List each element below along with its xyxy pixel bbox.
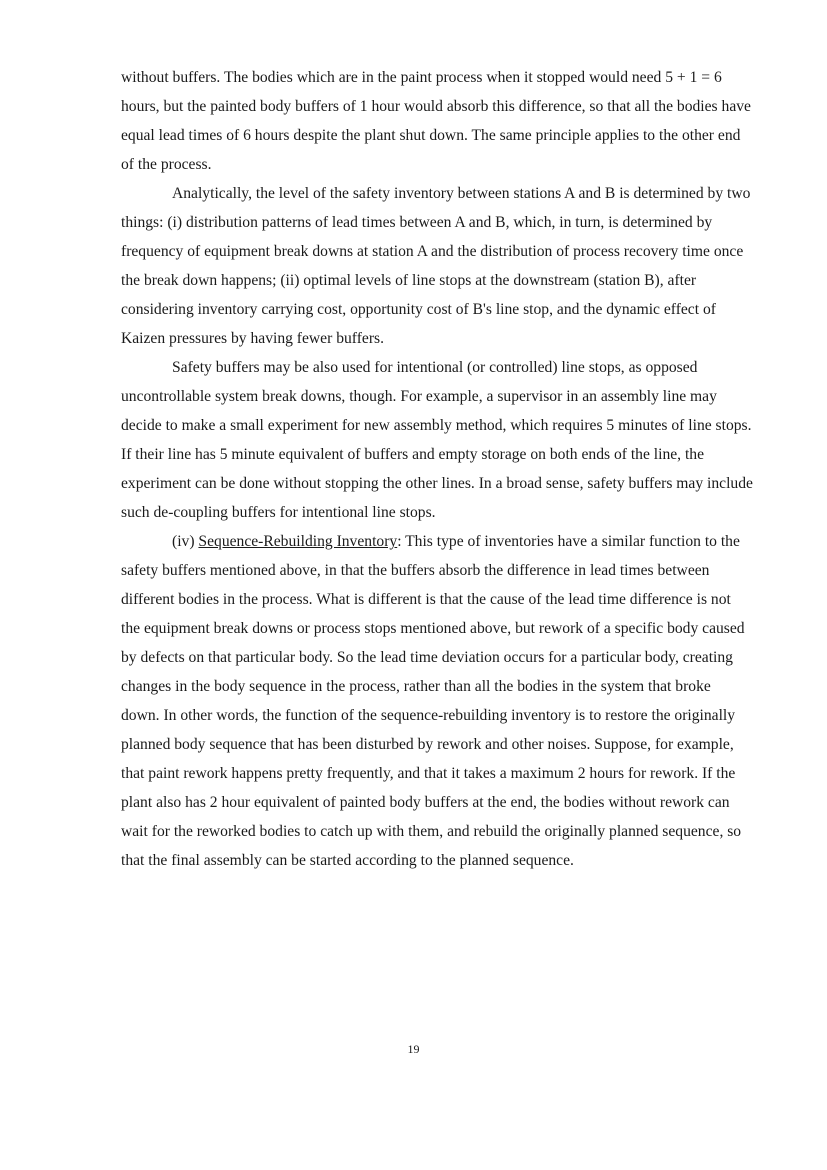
paragraph-4	[121, 527, 753, 875]
section-heading: Sequence-Rebuilding Inventory	[198, 533, 398, 550]
paragraph-2: Analytically, the level of the safety inventory between stations A and B is determined by two things: (i) distribution patterns of lead times between A and B, which, in turn, is determined by frequency of equipment break downs at station A and the distribution of process recovery time once the break down happens; (ii) optimal levels of line stops at the downstream (station B), after considering inventory carrying cost, opportunity cost of B's line stop, and the dynamic effect of Kaizen pressures by having fewer buffers.	[121, 185, 751, 347]
paragraph-4-text: : This type of inventories have a similar function to the safety buffers mentioned above, in that the buffers absorb the difference in lead times between different bodies in the process. What is different is that the cause of the lead time difference is not the equipment break downs or process stops mentioned above, but rework of a specific body caused by defects on that particular body. So the lead time deviation occurs for a particular body, creating changes in the body sequence in the process, rather than all the bodies in the system that broke down. In other words, the function of the sequence-rebuilding inventory is to restore the originally planned body sequence that has been disturbed by rework and other noises. Suppose, for example, that paint rework happens pretty frequently, and that it takes a maximum 2 hours for rework. If the plant also has 2 hour equivalent of painted body buffers at the end, the bodies without rework can wait for the reworked bodies to catch up with them, and rebuild the originally planned sequence, so that the final assembly can be started according to the planned sequence.	[121, 533, 745, 869]
body-text	[121, 63, 753, 875]
page-number: 19	[407, 1042, 420, 1056]
section-number: (iv)	[172, 533, 199, 550]
paragraph-1: without buffers. The bodies which are in the paint process when it stopped would need 5 + 1 = 6 hours, but the painted body buffers of 1 hour would absorb this difference, so that all the bodies have equal lead times of 6 hours despite the plant shut down. The same principle applies to the other end of the process.	[121, 69, 751, 173]
paragraph-3: Safety buffers may be also used for intentional (or controlled) line stops, as opposed uncontrollable system break downs, though. For example, a supervisor in an assembly line may decide to make a small experiment for new assembly method, which requires 5 minutes of line stops. If their line has 5 minute equivalent of buffers and empty storage on both ends of the line, the experiment can be done without stopping the other lines. In a broad sense, safety buffers may include such de-coupling buffers for intentional line stops.	[121, 359, 753, 521]
